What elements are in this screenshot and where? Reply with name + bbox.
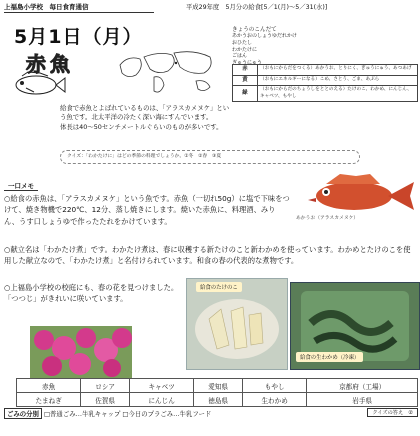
paragraph-azalea [4,282,180,305]
nutrition-row [233,75,418,86]
menu-item: おひたし [232,39,253,46]
quiz-answer: クイズの答え ② [367,408,418,417]
gomi-item-normal: □普通ごみ…牛乳キャップ [44,410,121,418]
dish-name: 赤魚 [26,52,74,76]
date-title: 5月1日（月） [14,26,143,48]
origin-cell: 生わかめ [243,393,307,407]
origin-cell: キャベツ [130,379,194,393]
nutrition-value: （おもにからだをつくる）あかうお、とりにく、ぎゅうにゅう、あつあげ [258,65,418,76]
azalea-photo [30,326,132,378]
nutrition-value: （おもにエネルギーになる）こめ、さとう、ごま、あぶら [258,75,418,86]
menu-item: ごはん [232,53,248,60]
origin-cell: にんじん [130,393,194,407]
paragraph-azalea-line-2: 「つつじ」がきれいに咲いています。 [4,294,128,304]
paragraph-wakatake: ○献立名は「わかたけ煮」です。わかたけ煮は、春に収穫する新たけのこと新わかめを使っています。わかめとたけのこを使用した献立なので、「わかたけ煮」と名付けられています。和食の春の代表的な煮物です。 [4,245,411,266]
origin-cell: 徳島県 [194,393,243,407]
intro-line-1: 給食で赤魚とよばれているものは、「アラスカメヌケ」という魚です。北太平洋の冷たく深い海にすんでいます。 [60,104,230,122]
issue-info: 平成29年度 5月分の給食[5／1(月)～5／31(水)] [186,4,328,11]
bamboo-shoot-image [187,279,287,369]
intro-text [60,104,230,132]
paragraph-azalea-line-1: ○上福島小学校の校庭にも、春の花を見つけました。 [4,283,179,292]
bamboo-caption: 給食のたけのこ [196,282,242,292]
origin-cell: もやし [243,379,307,393]
paragraph-redfish: ○給食の赤魚は、「アラスカメヌケ」という魚です。赤魚（一切れ50g）に塩で下味をつけて、焼き物機で220℃、12分、蒸し焼きにします。焼いた赤魚に、料理酒、みりん、うす口しょうゆで作ったたれをかけています。 [4,194,290,226]
quiz-box: クイズ：「わかたけに」はどの季節の料理でしょうか。①冬 ②春 ③夏 [60,150,360,164]
nutrition-key: 緑 [233,86,258,102]
menu-item: わかたけに [232,46,258,53]
school-name: 上福島小学校 毎日食育通信 [4,2,154,13]
menu-item: あかうおのしょうゆだれかけ [232,33,298,39]
origin-row [17,393,418,407]
origin-row [17,379,418,393]
menu-list [232,33,418,67]
origin-cell: たまねぎ [17,393,81,407]
nutrition-key: 赤 [233,65,258,76]
origin-cell: 佐賀県 [81,393,130,407]
wakame-caption: 給食の生わかめ（冷凍） [296,352,363,362]
intro-line-2: 体長は40～50センチメートルぐらいのものが多いです。 [60,122,223,131]
origin-cell: 京都府（工場） [307,379,418,393]
nutrition-value: （おもにからだのちょうしをととのえる）たけのこ、わかめ、にんじん、キャベツ、もやし [258,86,418,102]
menu-title: きょうのこんだて [232,27,277,33]
nutrition-row [233,86,418,102]
origin-cell: 愛知県 [194,379,243,393]
origin-cell: 赤魚 [17,379,81,393]
world-map-illustration [114,45,222,101]
menu-item: ぎゅうにゅう [232,60,262,66]
bottom-bar [4,408,418,419]
memo-label: 一口メモ [4,181,38,191]
origin-cell: ロシア [81,379,130,393]
gomi-label: ごみの分別 [4,408,42,419]
fish-illustration [10,70,66,100]
redfish-caption: あかうお（アラスカメヌケ） [296,216,359,221]
gomi-item-plastic: □今日のプラごみ…牛乳フード [122,410,212,418]
origin-table [16,378,418,407]
nutrition-key: 黄 [233,75,258,86]
nutrition-row [233,65,418,76]
nutrition-table [232,64,418,102]
origin-cell: 岩手県 [307,393,418,407]
